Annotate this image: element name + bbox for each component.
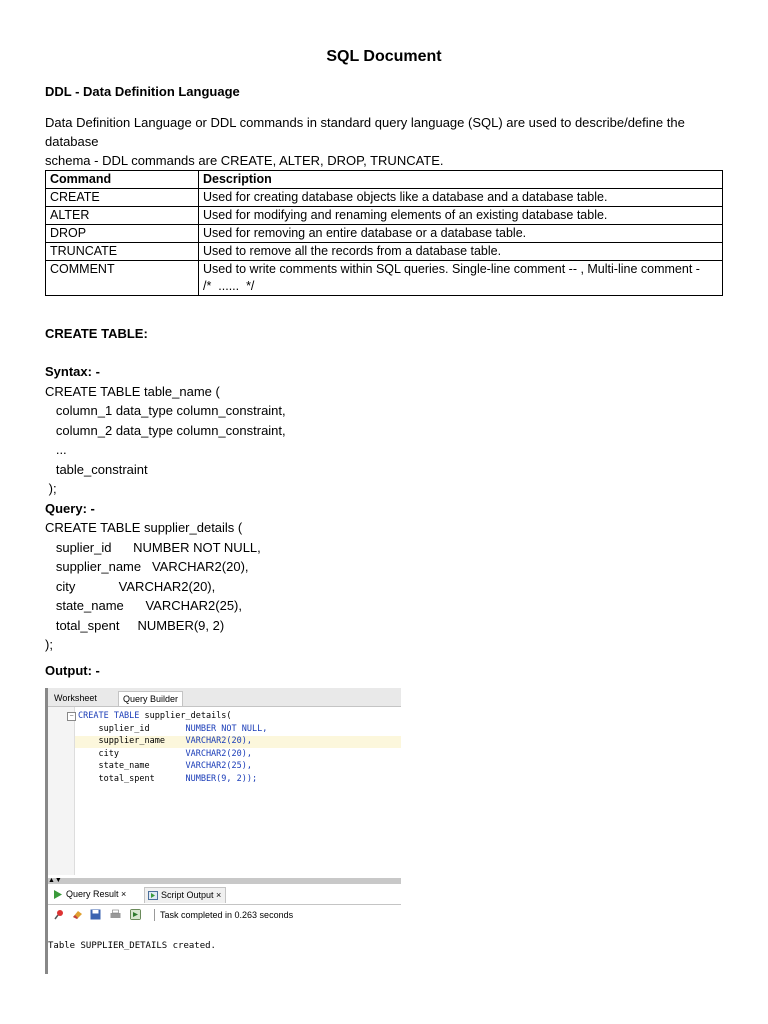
command-cell: CREATE: [46, 189, 199, 207]
output-heading: Output: -: [45, 663, 100, 678]
sql-text: total_spent: [78, 773, 186, 784]
syntax-block: [45, 362, 286, 655]
tab-worksheet[interactable]: Worksheet: [54, 693, 97, 703]
query-line: );: [45, 637, 53, 652]
header-command: Command: [46, 171, 199, 189]
play-icon: [53, 890, 63, 899]
sql-text: state_name: [78, 761, 186, 772]
syntax-line: ...: [45, 442, 67, 457]
pin-icon[interactable]: [54, 909, 65, 920]
ddl-heading: DDL - Data Definition Language: [45, 84, 240, 99]
description-cell: Used for creating database objects like a database and a database table.: [199, 189, 723, 207]
sql-text: supplier_details(: [139, 711, 232, 721]
sql-editor[interactable]: [48, 707, 401, 875]
command-cell: DROP: [46, 225, 199, 243]
sql-type: VARCHAR2(20),: [185, 736, 252, 747]
tab-script-output[interactable]: [144, 887, 226, 903]
sql-type: NUMBER(9, 2));: [185, 773, 258, 784]
query-line: supplier_name VARCHAR2(20),: [45, 559, 249, 574]
table-row: [46, 261, 723, 296]
ide-screenshot: [45, 688, 401, 974]
sql-type: NUMBER NOT NULL,: [185, 723, 268, 734]
script-icon: [148, 891, 158, 900]
editor-tabs: [48, 688, 401, 707]
print-icon[interactable]: [110, 909, 121, 920]
syntax-line: table_constraint: [45, 461, 148, 477]
tab-query-result[interactable]: [50, 887, 130, 902]
syntax-label: Syntax: -: [45, 364, 100, 379]
tab-script-output-label: Script Output: [161, 890, 214, 900]
table-row: [46, 189, 723, 207]
export-icon[interactable]: [130, 909, 141, 920]
sql-keyword: CREATE TABLE: [78, 711, 140, 721]
intro-paragraph: [45, 113, 735, 170]
command-cell: ALTER: [46, 207, 199, 225]
ddl-commands-table: [45, 170, 723, 296]
task-status: Task completed in 0.263 seconds: [160, 910, 294, 920]
description-cell: [199, 261, 723, 296]
query-line: CREATE TABLE supplier_details (: [45, 520, 243, 535]
sql-text: supplier_name: [78, 736, 186, 747]
intro-line-2: schema - DDL commands are CREATE, ALTER, DROP, TRUNCATE.: [45, 153, 444, 168]
query-line: state_name VARCHAR2(25),: [45, 598, 242, 613]
command-cell: COMMENT: [46, 261, 199, 296]
description-cell: Used for modifying and renaming elements of an existing database table.: [199, 207, 723, 225]
collapse-icon[interactable]: −: [67, 712, 76, 721]
sql-type: VARCHAR2(20),: [185, 748, 252, 759]
save-icon[interactable]: [90, 909, 101, 920]
description-line-1: Used to write comments within SQL queries. Single-line comment -- , Multi-line comment -: [203, 262, 700, 276]
syntax-line: );: [45, 481, 57, 496]
header-description: Description: [199, 171, 723, 189]
query-line: total_spent NUMBER(9, 2): [45, 617, 225, 633]
create-table-heading: CREATE TABLE:: [45, 326, 148, 341]
editor-gutter: [48, 707, 75, 875]
query-line: suplier_id NUMBER NOT NULL,: [45, 539, 261, 555]
sql-code: [78, 710, 267, 786]
table-row: [46, 225, 723, 243]
table-header-row: [46, 171, 723, 189]
syntax-line: column_1 data_type column_constraint,: [45, 403, 286, 418]
description-cell: Used for removing an entire database or a database table.: [199, 225, 723, 243]
script-output-message: Table SUPPLIER_DETAILS created.: [48, 941, 216, 951]
sql-type: VARCHAR2(25),: [185, 761, 252, 772]
panel-splitter[interactable]: ▲▼: [48, 878, 401, 884]
syntax-line: column_2 data_type column_constraint,: [45, 422, 286, 438]
table-row: [46, 207, 723, 225]
sql-text: suplier_id: [78, 723, 186, 734]
toolbar-divider: [154, 909, 155, 921]
sql-text: city: [78, 748, 186, 759]
eraser-icon[interactable]: [72, 909, 83, 920]
document-title: SQL Document: [326, 48, 442, 65]
close-icon[interactable]: ×: [216, 890, 222, 900]
tab-query-builder[interactable]: Query Builder: [118, 691, 183, 706]
command-cell: TRUNCATE: [46, 243, 199, 261]
intro-line-1: Data Definition Language or DDL commands in standard query language (SQL) are used to describe/define the database: [45, 115, 685, 149]
tab-query-result-label: Query Result: [66, 889, 119, 899]
close-icon[interactable]: ×: [121, 889, 127, 899]
table-row: [46, 243, 723, 261]
description-cell: Used to remove all the records from a database table.: [199, 243, 723, 261]
output-tabs: [48, 884, 401, 905]
syntax-line: CREATE TABLE table_name (: [45, 383, 220, 399]
query-line: city VARCHAR2(20),: [45, 578, 216, 594]
output-toolbar: [48, 905, 401, 925]
query-label: Query: -: [45, 500, 95, 516]
description-line-2: /* ...... */: [203, 279, 255, 293]
